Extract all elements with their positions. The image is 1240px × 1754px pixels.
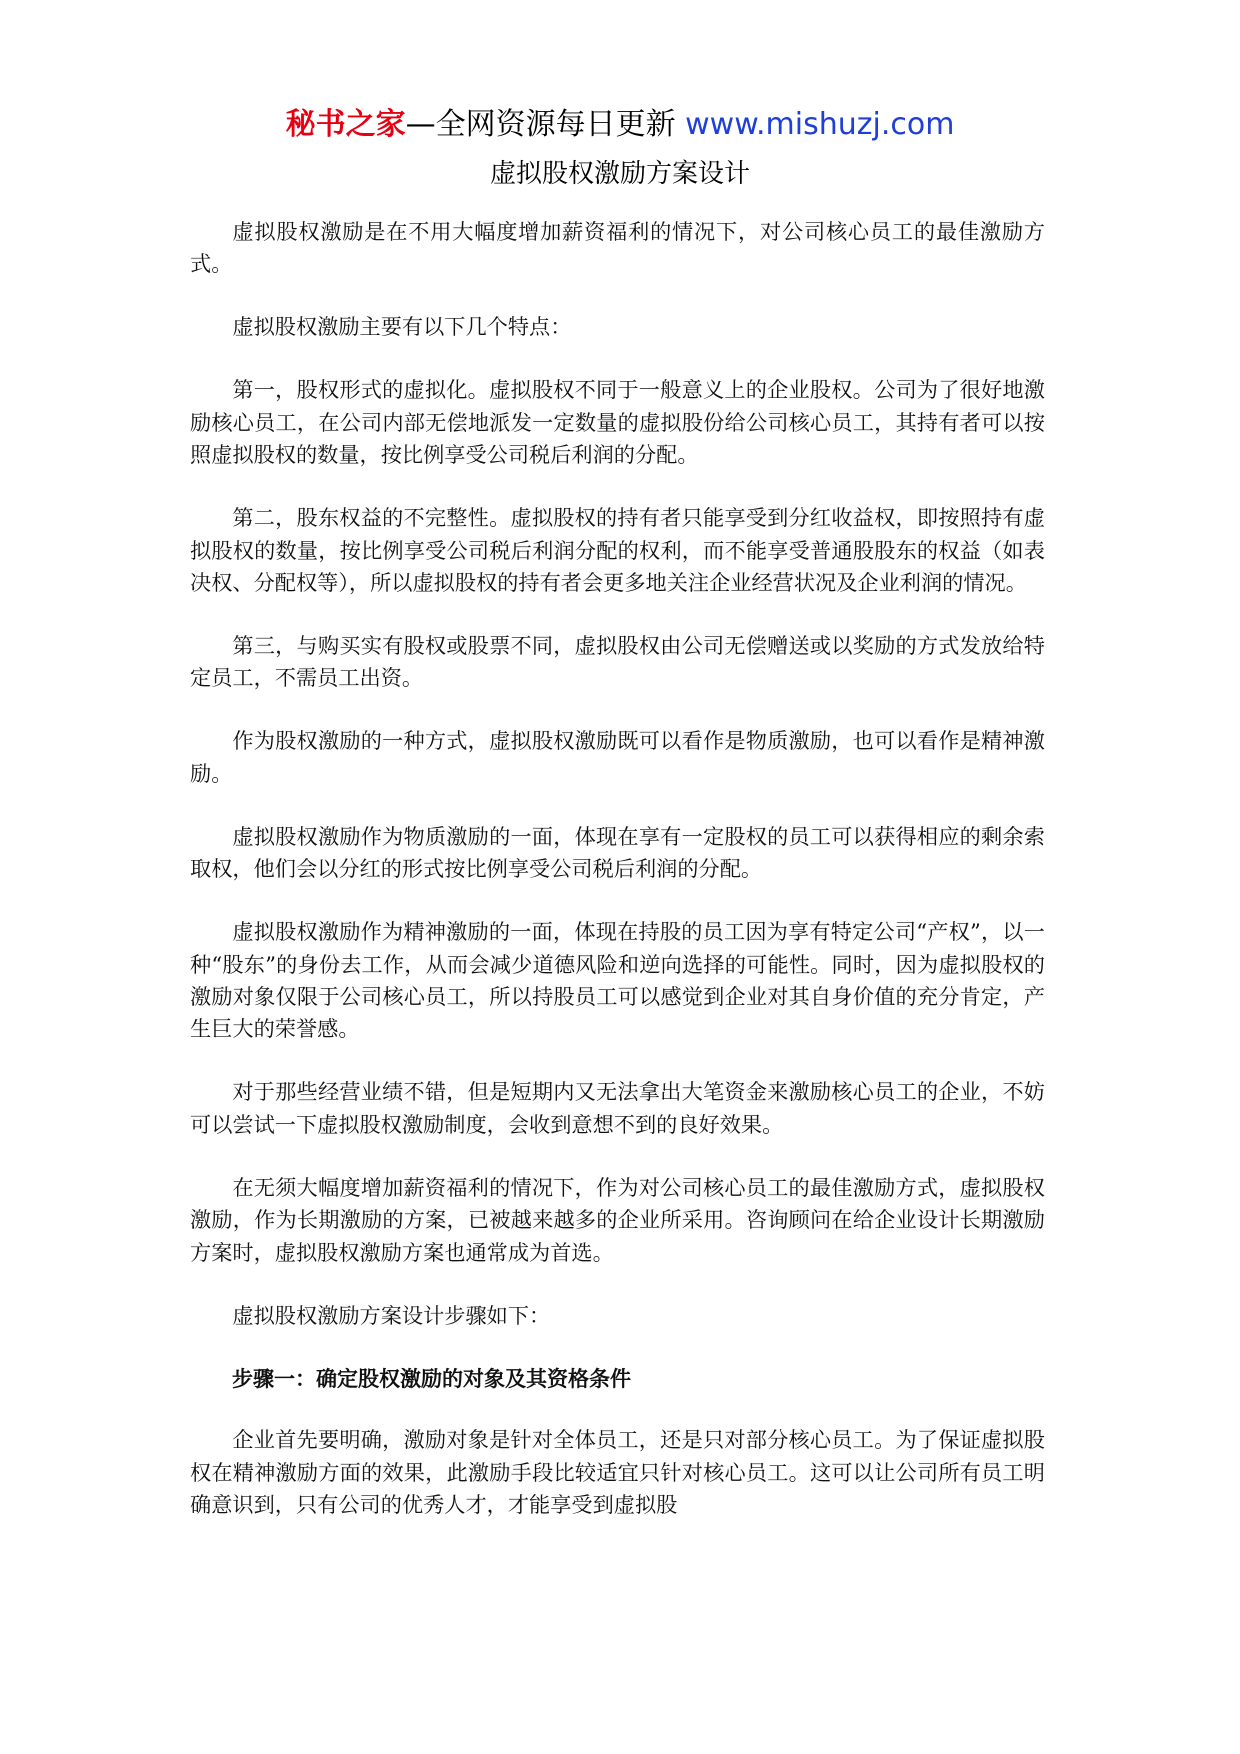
paragraph: 作为股权激励的一种方式，虚拟股权激励既可以看作是物质激励，也可以看作是精神激励。	[190, 728, 1045, 786]
document-body	[190, 216, 1045, 1552]
paragraph: 第二，股东权益的不完整性。虚拟股权的持有者只能享受到分红收益权，即按照持有虚拟股权的数量，按比例享受公司税后利润分配的权利，而不能享受普通股股东的权益（如表决权、分配权等），所以虚拟股权的持有者会更多地关注企业经营状况及企业利润的情况。	[190, 505, 1045, 596]
paragraph: 虚拟股权激励主要有以下几个特点：	[232, 314, 572, 340]
paragraph: 虚拟股权激励作为精神激励的一面，体现在持股的员工因为享有特定公司“产权”，以一种“股东”的身份去工作，从而会减少道德风险和逆向选择的可能性。同时，因为虚拟股权的激励对象仅限于公司核心员工，所以持股员工可以感觉到企业对其自身价值的充分肯定，产生巨大的荣誉感。	[190, 919, 1045, 1042]
paragraph: 第三，与购买实有股权或股票不同，虚拟股权由公司无偿赠送或以奖励的方式发放给特定员工，不需员工出资。	[190, 633, 1045, 691]
banner-slogan: —全网资源每日更新	[405, 107, 686, 142]
paragraph: 在无须大幅度增加薪资福利的情况下，作为对公司核心员工的最佳激励方式，虚拟股权激励，作为长期激励的方案，已被越来越多的企业所采用。咨询顾问在给企业设计长期激励方案时，虚拟股权激励方案也通常成为首选。	[190, 1174, 1045, 1265]
paragraph: 虚拟股权激励方案设计步骤如下：	[232, 1302, 551, 1328]
brand-name: 秘书之家	[285, 107, 406, 142]
paragraph: 第一，股权形式的虚拟化。虚拟股权不同于一般意义上的企业股权。公司为了很好地激励核心员工，在公司内部无偿地派发一定数量的虚拟股份给公司核心员工，其持有者可以按照虚拟股权的数量，按比例享受公司税后利润的分配。	[190, 377, 1045, 468]
paragraph: 虚拟股权激励是在不用大幅度增加薪资福利的情况下，对公司核心员工的最佳激励方式。	[190, 219, 1045, 277]
paragraph: 虚拟股权激励作为物质激励的一面，体现在享有一定股权的员工可以获得相应的剩余索取权，他们会以分红的形式按比例享受公司税后利润的分配。	[190, 823, 1045, 882]
site-url-link[interactable]: www.mishuzj.com	[685, 107, 955, 142]
site-banner	[0, 103, 1240, 147]
paragraph: 企业首先要明确，激励对象是针对全体员工，还是只对部分核心员工。为了保证虚拟股权在精神激励方面的效果，此激励手段比较适宜只针对核心员工。这可以让公司所有员工明确意识到，只有公司的优秀人才，才能享受到虚拟股	[190, 1427, 1045, 1517]
paragraph: 对于那些经营业绩不错，但是短期内又无法拿出大笔资金来激励核心员工的企业，不妨可以尝试一下虚拟股权激励制度，会收到意想不到的良好效果。	[190, 1079, 1045, 1137]
document-title: 虚拟股权激励方案设计	[489, 159, 750, 189]
section-heading: 步骤一：确定股权激励的对象及其资格条件	[232, 1366, 631, 1391]
